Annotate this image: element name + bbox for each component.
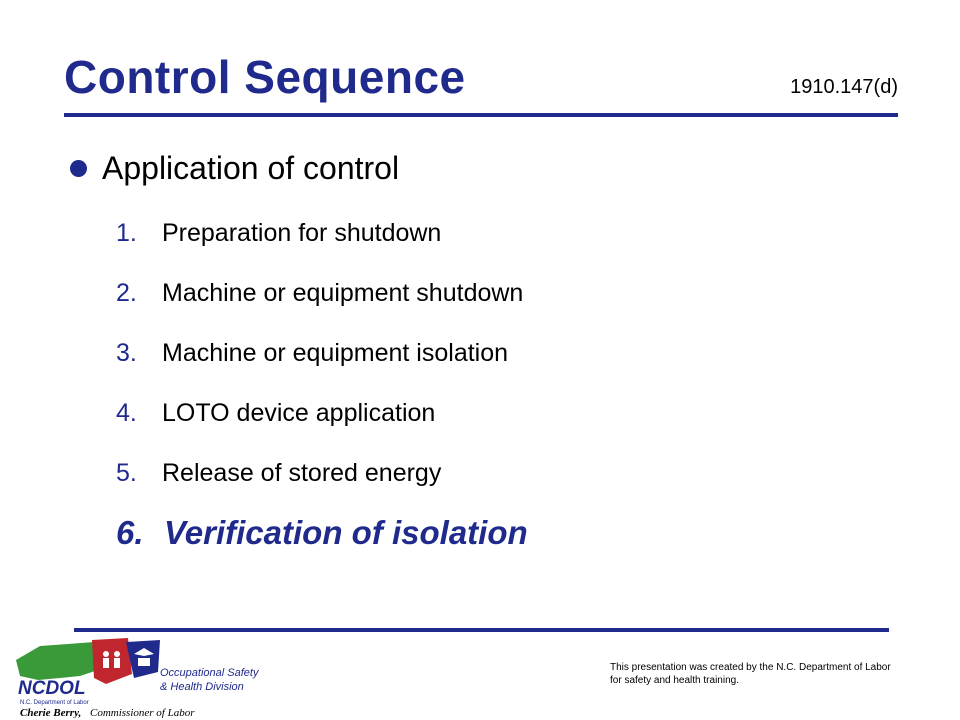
step-number: 2. bbox=[116, 278, 137, 307]
step-number: 1. bbox=[116, 218, 137, 247]
step-number: 3. bbox=[116, 338, 137, 367]
step-text: Release of stored energy bbox=[162, 458, 442, 487]
list-item-highlighted bbox=[116, 503, 528, 563]
regulation-reference: 1910.147(d) bbox=[790, 76, 898, 98]
footer-credit: This presentation was created by the N.C. Department of Labor for safety and health training. bbox=[610, 662, 891, 686]
list-item bbox=[116, 263, 528, 323]
division-line-2: & Health Division bbox=[160, 681, 244, 693]
workers-panel-icon bbox=[92, 638, 132, 684]
step-number: 6. bbox=[116, 514, 144, 551]
title-divider bbox=[64, 113, 898, 117]
step-text: LOTO device application bbox=[162, 398, 436, 427]
logo-dept: N.C. Department of Labor bbox=[20, 700, 89, 706]
main-bullet-text: Application of control bbox=[102, 149, 400, 186]
control-steps-list bbox=[116, 203, 528, 563]
list-item bbox=[116, 323, 528, 383]
step-text: Preparation for shutdown bbox=[162, 218, 442, 247]
step-number: 4. bbox=[116, 398, 137, 427]
step-text: Verification of isolation bbox=[164, 514, 528, 551]
step-text: Machine or equipment shutdown bbox=[162, 278, 524, 307]
division-line-1: Occupational Safety bbox=[160, 667, 259, 679]
nc-state-shape-icon bbox=[16, 642, 102, 680]
slide-title: Control Sequence bbox=[64, 51, 466, 103]
commissioner-title: Commissioner of Labor bbox=[90, 707, 195, 718]
ncdol-logo bbox=[10, 632, 270, 718]
list-item bbox=[116, 383, 528, 443]
bullet-icon bbox=[70, 160, 87, 177]
step-number: 5. bbox=[116, 458, 137, 487]
list-item bbox=[116, 203, 528, 263]
commissioner-name: Cherie Berry, bbox=[20, 707, 82, 718]
logo-name: NCDOL bbox=[18, 678, 86, 699]
step-text: Machine or equipment isolation bbox=[162, 338, 509, 367]
list-item bbox=[116, 443, 528, 503]
main-bullet bbox=[70, 145, 399, 191]
